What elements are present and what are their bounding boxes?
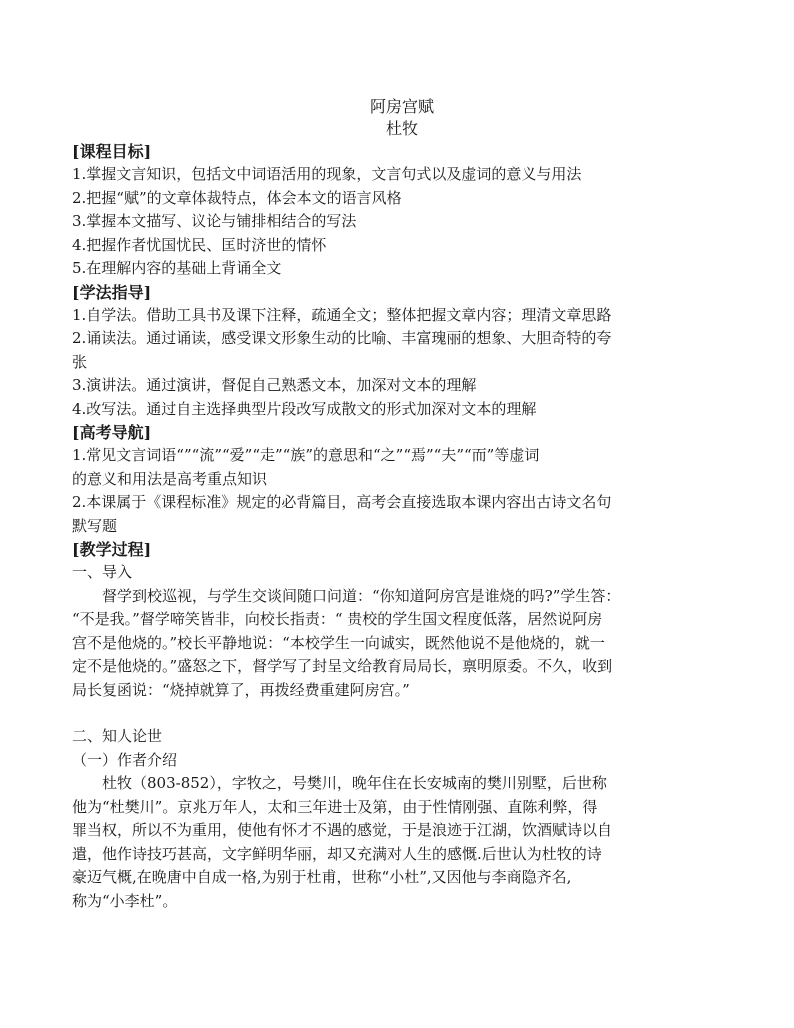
goal-item: 3.掌握本文描写、议论与铺排相结合的写法 xyxy=(72,212,357,230)
intro-line: 局长复函说：“烧掉就算了，再拨经费重建阿房宫。” xyxy=(72,680,410,699)
document-author: 杜牧 xyxy=(385,119,418,138)
bio-line: 称为“小李杜”。 xyxy=(72,891,178,910)
intro-paragraph xyxy=(72,585,732,703)
goal-item: 4.把握作者忧国忧民、匡时济世的情怀 xyxy=(72,235,327,254)
process-heading: [教学过程] xyxy=(72,540,152,559)
exam-item: 2.本课属于《课程标准》规定的必背篇目，高考会直接选取本课内容出古诗文名句 xyxy=(72,493,612,511)
method-item: 2.诵读法。通过诵读，感受课文形象生动的比喻、丰富瑰丽的想象、大胆奇特的夸 xyxy=(72,329,612,347)
goal-item: 2.把握“赋”的文章体裁特点，体会本文的语言风格 xyxy=(72,188,402,207)
know-heading: 二、知人论世 xyxy=(72,727,163,745)
intro-line: 宫不是他烧的。”校长平静地说：“本校学生一向诚实，既然他说不是他烧的，就一 xyxy=(72,633,605,652)
intro-heading: 一、导入 xyxy=(72,563,133,581)
exam-item: 1.常见文言词语“”“流”“爱”“走”“族”的意思和“之”“焉”“夫”“而”等虚词 xyxy=(72,446,540,464)
bio-line: 遣，他作诗技巧甚高，文字鲜明华丽，却又充满对人生的感慨.后世认为杜牧的诗 xyxy=(72,844,602,863)
author-bio-paragraph xyxy=(72,772,732,913)
blank-line xyxy=(72,702,732,725)
intro-line: “不是我。”督学啼笑皆非，向校长指责：“ 贵校的学生国文程度低落，居然说阿房 xyxy=(72,610,603,628)
goal-item: 5.在理解内容的基础上背诵全文 xyxy=(72,259,282,277)
document-title: 阿房宫赋 xyxy=(369,97,434,116)
author-subheading: （一）作者介绍 xyxy=(72,750,178,769)
intro-line: 定不是他烧的。”盛怒之下，督学写了封呈文给教育局局长，禀明原委。不久，收到 xyxy=(72,657,613,675)
exam-heading: [高考导航] xyxy=(72,423,152,442)
exam-item-continued: 默写题 xyxy=(72,516,118,535)
bio-line: 豪迈气概,在晚唐中自成一格,为别于杜甫，世称“小杜”,又因他与李商隐齐名, xyxy=(72,868,572,886)
bio-line: 他为“杜樊川”。京兆万年人，太和三年进士及第，由于性情刚强、直陈利弊，得 xyxy=(72,797,598,816)
exam-item-continued: 的意义和用法是高考重点知识 xyxy=(72,469,268,488)
goals-heading: [课程目标] xyxy=(72,142,152,161)
method-item: 3.演讲法。通过演讲，督促自己熟悉文本，加深对文本的理解 xyxy=(72,376,477,394)
bio-line: 罪当权，所以不为重用，使他有怀才不遇的感觉，于是浪迹于江湖，饮酒赋诗以自 xyxy=(72,821,613,839)
method-item-continued: 张 xyxy=(72,352,88,371)
bio-line: 杜牧（803-852），字牧之，号樊川，晚年住在长安城南的樊川别墅，后世称 xyxy=(102,774,607,792)
intro-line: 督学到校巡视，与学生交谈间随口问道：“你知道阿房宫是谁烧的吗?”学生答： xyxy=(102,586,621,605)
document-page xyxy=(72,96,732,913)
goal-item: 1.掌握文言知识，包括文中词语活用的现象，文言句式以及虚词的意义与用法 xyxy=(72,165,582,183)
method-item: 4.改写法。通过自主选择典型片段改写成散文的形式加深对文本的理解 xyxy=(72,399,537,418)
method-item: 1.自学法。借助工具书及课下注释，疏通全文；整体把握文章内容；理清文章思路 xyxy=(72,305,612,324)
methods-heading: [学法指导] xyxy=(72,282,152,302)
